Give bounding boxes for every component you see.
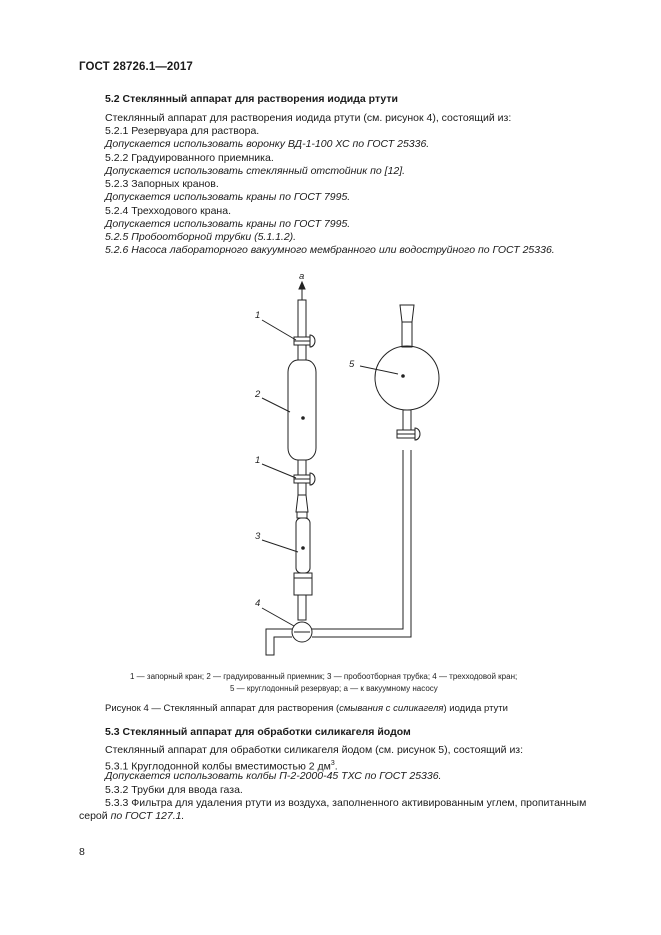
paragraph-line: 5.3.1 Круглодонной колбы вместимостью 2 $дм^3$. xyxy=(105,760,338,773)
label-1-bottom: 1 xyxy=(255,455,261,466)
label-4: 4 xyxy=(255,598,261,609)
paragraph-line: 5.3.2 Трубки для ввода газа. xyxy=(105,784,243,796)
paragraph-line: 5.2.4 Трехходового крана. xyxy=(105,205,231,217)
section-5-3-title: 5.3 Стеклянный аппарат для обработки силикагеля йодом xyxy=(105,726,411,738)
paragraph-line: Допускается использовать краны по ГОСТ 7995. xyxy=(105,191,351,203)
paragraph-line: Стеклянный аппарат для растворения иодида ртути (см. рисунок 4), состоящий из: xyxy=(105,112,512,124)
paragraph-line: 5.2.6 Насоса лабораторного вакуумного мембранного или водоструйного по ГОСТ 25336. xyxy=(105,244,555,256)
label-a: а xyxy=(299,271,305,282)
graduated-receiver xyxy=(288,360,316,460)
connecting-tube-outer xyxy=(312,450,403,629)
paragraph-line: 5.2.5 Пробоотборной трубки (5.1.1.2). xyxy=(105,231,297,243)
label-3: 3 xyxy=(255,531,261,542)
paragraph-line: Допускается использовать стеклянный отстойник по [12]. xyxy=(105,165,406,177)
tube-to-three-way-valve xyxy=(298,595,306,620)
paragraph-line: Допускается использовать воронку ВД-1-100 ХС по ГОСТ 25336. xyxy=(105,138,430,150)
sampling-tube-connector xyxy=(294,573,312,595)
valve-1-top-handle xyxy=(310,335,315,347)
tube-to-receiver xyxy=(298,345,306,360)
left-outlet xyxy=(266,629,292,655)
joint-ring xyxy=(297,512,307,518)
label-1-top: 1 xyxy=(255,310,261,321)
label-2: 2 xyxy=(255,389,261,400)
flask-valve-handle xyxy=(415,428,420,440)
page-number: 8 xyxy=(79,846,85,858)
top-tube xyxy=(298,300,306,340)
tube-lower xyxy=(298,483,306,495)
paragraph-line: Допускается использовать колбы П-2-2000-45 ТХС по ГОСТ 25336. xyxy=(105,770,442,782)
paragraph-line: Допускается использовать краны по ГОСТ 7995. xyxy=(105,218,351,230)
figure-4-caption: Рисунок 4 — Стеклянный аппарат для растворения (смывания с силикагеля) иодида ртути xyxy=(105,703,508,714)
valve-1-bottom-handle xyxy=(310,473,315,485)
ground-joint xyxy=(296,495,308,512)
paragraph-line: серой по ГОСТ 127.1. xyxy=(79,810,185,822)
paragraph-line: Стеклянный аппарат для обработки силикагеля йодом (см. рисунок 5), состоящий из: xyxy=(105,744,524,756)
document-header: ГОСТ 28726.1—2017 xyxy=(79,61,193,73)
label-5: 5 xyxy=(349,359,355,370)
figure-legend-line-1: 1 — запорный кран; 2 — градуированный приемник; 3 — пробоотборная трубка; 4 — трехходовой кран; xyxy=(130,672,518,681)
flask-stopper xyxy=(400,305,414,322)
paragraph-line: 5.3.3 Фильтра для удаления ртути из воздуха, заполненного активированным углем, пропитанным xyxy=(105,797,587,809)
section-5-2-title: 5.2 Стеклянный аппарат для растворения иодида ртути xyxy=(105,93,398,105)
arrow-a-head xyxy=(299,282,305,289)
paragraph-line: 5.2.1 Резервуара для раствора. xyxy=(105,125,260,137)
connecting-tube-inner xyxy=(312,450,411,637)
paragraph-line: 5.2.2 Градуированного приемника. xyxy=(105,152,274,164)
tube-below-receiver xyxy=(298,460,306,475)
figure-legend-line-2: 5 — круглодонный резервуар; а — к вакуумному насосу xyxy=(230,684,438,693)
paragraph-line: 5.2.3 Запорных кранов. xyxy=(105,178,219,190)
flask-neck xyxy=(402,322,412,347)
flask-neck-lower xyxy=(403,410,411,430)
round-bottom-reservoir xyxy=(375,346,439,410)
sampling-tube xyxy=(296,518,310,573)
